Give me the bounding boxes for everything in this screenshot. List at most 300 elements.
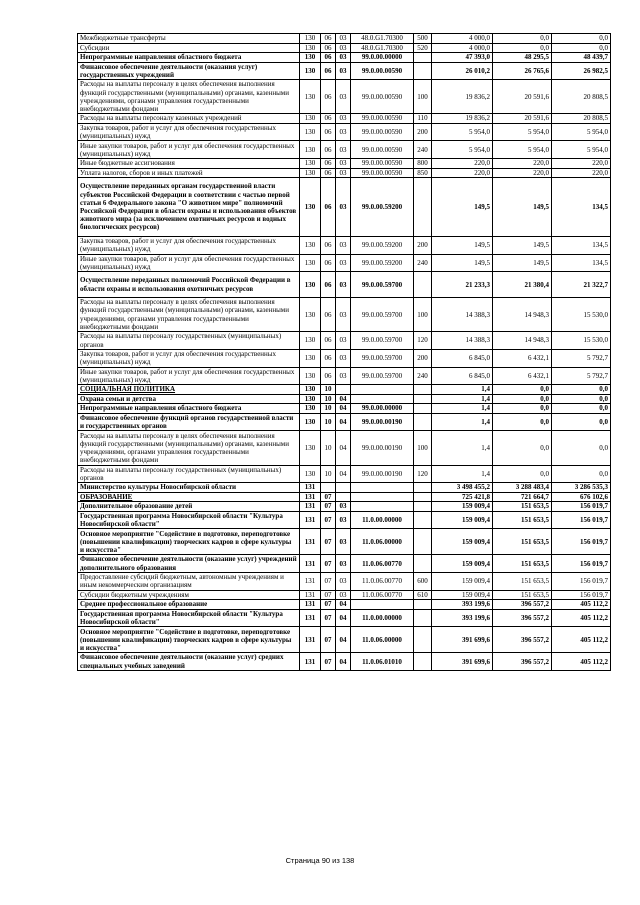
row-value-1: 159 009,4 <box>432 590 493 600</box>
row-value-1: 149,5 <box>432 178 493 237</box>
row-section-code: 06 <box>321 114 336 124</box>
row-value-2: 220,0 <box>493 159 552 169</box>
row-expense-type: 800 <box>414 159 432 169</box>
row-name: Государственная программа Новосибирской области "Культура Новосибирской области" <box>78 511 300 529</box>
row-name: ОБРАЗОВАНИЕ <box>78 492 300 502</box>
row-target-article: 99.0.00.59700 <box>351 272 414 298</box>
row-expense-type <box>414 492 432 502</box>
row-value-3: 676 102,6 <box>552 492 611 502</box>
row-value-2: 0,0 <box>493 385 552 395</box>
row-name: Межбюджетные трансферты <box>78 34 300 44</box>
row-target-article: 99.0.00.00190 <box>351 431 414 465</box>
row-value-1: 220,0 <box>432 168 493 178</box>
row-target-article <box>351 483 414 493</box>
row-value-1: 149,5 <box>432 254 493 272</box>
row-value-1: 1,4 <box>432 394 493 404</box>
row-value-2: 151 653,5 <box>493 555 552 573</box>
row-target-article: 48.0.G1.70300 <box>351 34 414 44</box>
row-target-article: 11.0.06.00000 <box>351 627 414 653</box>
row-ministry-code: 131 <box>300 483 321 493</box>
row-section-code: 06 <box>321 272 336 298</box>
row-target-article: 99.0.00.59200 <box>351 236 414 254</box>
row-name: Расходы на выплаты персоналу государственных (муниципальных) органов <box>78 465 300 483</box>
row-ministry-code: 131 <box>300 653 321 671</box>
row-value-2: 0,0 <box>493 413 552 431</box>
row-value-1: 6 845,0 <box>432 367 493 385</box>
table-row <box>78 349 611 367</box>
row-value-2: 721 664,7 <box>493 492 552 502</box>
row-subsection-code: 03 <box>336 168 351 178</box>
row-expense-type: 610 <box>414 590 432 600</box>
row-value-1: 391 699,6 <box>432 653 493 671</box>
row-section-code: 06 <box>321 178 336 237</box>
row-section-code: 07 <box>321 590 336 600</box>
table-row <box>78 159 611 169</box>
row-value-3: 156 019,7 <box>552 529 611 555</box>
table-row <box>78 123 611 141</box>
row-value-2: 3 288 483,4 <box>493 483 552 493</box>
row-section-code: 06 <box>321 53 336 63</box>
row-value-1: 159 009,4 <box>432 502 493 512</box>
row-value-3: 220,0 <box>552 159 611 169</box>
row-subsection-code: 04 <box>336 627 351 653</box>
row-section-code: 07 <box>321 627 336 653</box>
row-value-2: 0,0 <box>493 394 552 404</box>
row-section-code: 07 <box>321 653 336 671</box>
row-name: Государственная программа Новосибирской области "Культура Новосибирской области" <box>78 609 300 627</box>
row-name: СОЦИАЛЬНАЯ ПОЛИТИКА <box>78 385 300 395</box>
row-value-3: 0,0 <box>552 34 611 44</box>
row-value-2: 0,0 <box>493 465 552 483</box>
table-row <box>78 34 611 44</box>
row-ministry-code: 130 <box>300 394 321 404</box>
row-ministry-code: 130 <box>300 34 321 44</box>
row-subsection-code: 03 <box>336 555 351 573</box>
row-ministry-code: 130 <box>300 413 321 431</box>
row-value-3: 405 112,2 <box>552 609 611 627</box>
row-section-code: 06 <box>321 298 336 332</box>
row-expense-type: 100 <box>414 298 432 332</box>
row-value-1: 6 845,0 <box>432 349 493 367</box>
table-row <box>78 367 611 385</box>
row-name: Финансовое обеспечение деятельности (оказания услуг) государственных учреждений <box>78 62 300 80</box>
row-target-article: 99.0.00.59700 <box>351 367 414 385</box>
row-value-3: 3 286 535,3 <box>552 483 611 493</box>
row-value-1: 1,4 <box>432 385 493 395</box>
row-subsection-code: 03 <box>336 254 351 272</box>
row-ministry-code: 130 <box>300 80 321 114</box>
row-section-code <box>321 483 336 493</box>
row-subsection-code: 03 <box>336 349 351 367</box>
row-expense-type <box>414 600 432 610</box>
row-ministry-code: 130 <box>300 332 321 350</box>
row-ministry-code: 130 <box>300 159 321 169</box>
row-expense-type: 110 <box>414 114 432 124</box>
row-value-3: 5 954,0 <box>552 123 611 141</box>
row-section-code: 06 <box>321 62 336 80</box>
row-value-3: 15 530,0 <box>552 298 611 332</box>
row-subsection-code <box>336 483 351 493</box>
row-ministry-code: 131 <box>300 600 321 610</box>
row-target-article: 99.0.00.59200 <box>351 254 414 272</box>
table-row <box>78 43 611 53</box>
row-name: Охрана семьи и детства <box>78 394 300 404</box>
row-value-3: 20 808,5 <box>552 80 611 114</box>
row-name: Основное мероприятие "Содействие в подготовке, переподготовке (повышении квалификации) творческих кадров в сфере культуры и искусства" <box>78 529 300 555</box>
row-value-3: 15 530,0 <box>552 332 611 350</box>
row-expense-type: 100 <box>414 431 432 465</box>
page-footer: Страница 90 из 138 <box>285 856 355 865</box>
row-value-2: 21 380,4 <box>493 272 552 298</box>
row-ministry-code: 131 <box>300 511 321 529</box>
row-subsection-code: 03 <box>336 298 351 332</box>
row-subsection-code: 03 <box>336 178 351 237</box>
budget-table <box>77 33 611 671</box>
row-section-code: 10 <box>321 404 336 414</box>
row-subsection-code: 04 <box>336 431 351 465</box>
row-target-article: 99.0.00.00590 <box>351 168 414 178</box>
row-value-3: 220,0 <box>552 168 611 178</box>
row-expense-type: 200 <box>414 349 432 367</box>
row-name: Дополнительное образование детей <box>78 502 300 512</box>
row-value-2: 0,0 <box>493 34 552 44</box>
row-value-3: 134,5 <box>552 254 611 272</box>
row-value-1: 393 199,6 <box>432 609 493 627</box>
row-value-2: 396 557,2 <box>493 627 552 653</box>
row-value-2: 14 948,3 <box>493 332 552 350</box>
row-subsection-code: 03 <box>336 502 351 512</box>
row-name: Финансовое обеспечение деятельности (оказание услуг) учреждений дополнительного образования <box>78 555 300 573</box>
row-expense-type: 200 <box>414 236 432 254</box>
row-name: Расходы на выплаты персоналу казенных учреждений <box>78 114 300 124</box>
row-value-1: 3 498 455,2 <box>432 483 493 493</box>
row-name: Финансовое обеспечение деятельности (оказание услуг) средних специальных учебных заведений <box>78 653 300 671</box>
row-value-2: 220,0 <box>493 168 552 178</box>
row-ministry-code: 130 <box>300 43 321 53</box>
row-target-article: 11.0.06.00770 <box>351 590 414 600</box>
row-section-code: 06 <box>321 168 336 178</box>
row-ministry-code: 131 <box>300 555 321 573</box>
row-value-2: 149,5 <box>493 236 552 254</box>
row-name: Предоставление субсидий бюджетным, автономным учреждениям и иным некоммерческим организациям <box>78 573 300 591</box>
row-name: Субсидии бюджетным учреждениям <box>78 590 300 600</box>
row-section-code: 06 <box>321 43 336 53</box>
table-row <box>78 492 611 502</box>
row-target-article <box>351 502 414 512</box>
row-value-1: 19 836,2 <box>432 114 493 124</box>
table-row <box>78 413 611 431</box>
row-value-1: 1,4 <box>432 465 493 483</box>
row-ministry-code: 130 <box>300 298 321 332</box>
table-row <box>78 332 611 350</box>
row-value-3: 0,0 <box>552 385 611 395</box>
row-expense-type <box>414 529 432 555</box>
row-name: Осуществление переданных органам государственной власти субъектов Российской Федерации в соответствии с частью первой статьи 6 Федерального закона "О животном мире" полномочий Российской Федерации в области охраны и использования объектов животного мира (за исключением охотничьих ресурсов и водных биологических ресурсов) <box>78 178 300 237</box>
row-value-1: 21 233,3 <box>432 272 493 298</box>
row-value-2: 151 653,5 <box>493 502 552 512</box>
table-row <box>78 298 611 332</box>
row-target-article: 99.0.00.00590 <box>351 62 414 80</box>
row-ministry-code: 130 <box>300 141 321 159</box>
row-expense-type: 120 <box>414 465 432 483</box>
row-value-3: 156 019,7 <box>552 573 611 591</box>
row-name: Расходы на выплаты персоналу в целях обеспечения выполнения функций государственными (муниципальными) органами, казенными учреждениями, органами управления государственными внебюджетными фондами <box>78 431 300 465</box>
row-value-3: 405 112,2 <box>552 600 611 610</box>
row-expense-type <box>414 394 432 404</box>
row-section-code: 06 <box>321 80 336 114</box>
row-value-3: 156 019,7 <box>552 590 611 600</box>
row-target-article: 99.0.00.00590 <box>351 159 414 169</box>
row-name: Осуществление переданных полномочий Российской Федерации в области охраны и использования охотничьих ресурсов <box>78 272 300 298</box>
row-ministry-code: 130 <box>300 123 321 141</box>
row-subsection-code: 03 <box>336 114 351 124</box>
table-row <box>78 555 611 573</box>
row-value-2: 396 557,2 <box>493 609 552 627</box>
row-ministry-code: 130 <box>300 168 321 178</box>
table-row <box>78 80 611 114</box>
row-expense-type: 850 <box>414 168 432 178</box>
row-ministry-code: 131 <box>300 590 321 600</box>
row-value-1: 149,5 <box>432 236 493 254</box>
row-expense-type: 240 <box>414 141 432 159</box>
table-row <box>78 502 611 512</box>
row-expense-type <box>414 53 432 63</box>
row-value-2: 26 765,6 <box>493 62 552 80</box>
row-value-3: 0,0 <box>552 404 611 414</box>
row-value-3: 21 322,7 <box>552 272 611 298</box>
row-ministry-code: 130 <box>300 385 321 395</box>
row-section-code: 06 <box>321 332 336 350</box>
row-target-article: 99.0.00.00590 <box>351 123 414 141</box>
row-value-1: 4 000,0 <box>432 34 493 44</box>
row-subsection-code: 03 <box>336 43 351 53</box>
row-name: Иные бюджетные ассигнования <box>78 159 300 169</box>
row-expense-type: 520 <box>414 43 432 53</box>
row-section-code: 06 <box>321 123 336 141</box>
row-value-1: 159 009,4 <box>432 529 493 555</box>
row-target-article: 99.0.00.00190 <box>351 465 414 483</box>
row-section-code: 07 <box>321 502 336 512</box>
row-value-3: 405 112,2 <box>552 627 611 653</box>
row-value-1: 1,4 <box>432 431 493 465</box>
row-value-3: 0,0 <box>552 43 611 53</box>
row-name: Среднее профессиональное образование <box>78 600 300 610</box>
row-name: Расходы на выплаты персоналу в целях обеспечения выполнения функций государственными (муниципальными) органами, казенными учреждениями, органами управления государственными внебюджетными фондами <box>78 298 300 332</box>
row-value-2: 151 653,5 <box>493 590 552 600</box>
row-value-3: 20 808,5 <box>552 114 611 124</box>
row-value-1: 391 699,6 <box>432 627 493 653</box>
row-target-article <box>351 385 414 395</box>
row-section-code: 06 <box>321 34 336 44</box>
row-value-1: 14 388,3 <box>432 298 493 332</box>
table-row <box>78 236 611 254</box>
row-ministry-code: 130 <box>300 53 321 63</box>
row-value-2: 0,0 <box>493 43 552 53</box>
row-expense-type <box>414 483 432 493</box>
row-name: Закупка товаров, работ и услуг для обеспечения государственных (муниципальных) нужд <box>78 123 300 141</box>
row-subsection-code: 04 <box>336 394 351 404</box>
row-target-article: 11.0.00.00000 <box>351 609 414 627</box>
row-section-code: 10 <box>321 465 336 483</box>
row-value-1: 47 393,0 <box>432 53 493 63</box>
row-value-3: 0,0 <box>552 465 611 483</box>
row-subsection-code <box>336 385 351 395</box>
row-value-1: 26 010,2 <box>432 62 493 80</box>
row-value-2: 0,0 <box>493 431 552 465</box>
row-value-1: 5 954,0 <box>432 123 493 141</box>
row-ministry-code: 130 <box>300 404 321 414</box>
row-subsection-code: 03 <box>336 236 351 254</box>
row-expense-type <box>414 385 432 395</box>
row-section-code: 06 <box>321 367 336 385</box>
row-subsection-code: 03 <box>336 367 351 385</box>
row-subsection-code: 03 <box>336 573 351 591</box>
row-value-3: 0,0 <box>552 413 611 431</box>
row-expense-type <box>414 62 432 80</box>
row-value-2: 5 954,0 <box>493 141 552 159</box>
table-row <box>78 465 611 483</box>
row-expense-type: 240 <box>414 367 432 385</box>
row-subsection-code: 03 <box>336 141 351 159</box>
row-expense-type <box>414 404 432 414</box>
row-section-code: 06 <box>321 349 336 367</box>
row-subsection-code: 04 <box>336 653 351 671</box>
row-section-code: 10 <box>321 385 336 395</box>
row-ministry-code: 130 <box>300 114 321 124</box>
table-row <box>78 590 611 600</box>
row-value-1: 220,0 <box>432 159 493 169</box>
row-section-code: 07 <box>321 573 336 591</box>
row-target-article: 99.0.00.59700 <box>351 349 414 367</box>
table-row <box>78 609 611 627</box>
row-value-1: 14 388,3 <box>432 332 493 350</box>
table-row <box>78 600 611 610</box>
row-expense-type <box>414 653 432 671</box>
row-subsection-code: 04 <box>336 413 351 431</box>
row-ministry-code: 130 <box>300 236 321 254</box>
row-section-code: 07 <box>321 529 336 555</box>
row-subsection-code: 04 <box>336 404 351 414</box>
row-name: Министерство культуры Новосибирской области <box>78 483 300 493</box>
row-value-1: 1,4 <box>432 413 493 431</box>
row-ministry-code: 131 <box>300 609 321 627</box>
row-ministry-code: 130 <box>300 349 321 367</box>
row-value-2: 149,5 <box>493 254 552 272</box>
row-target-article: 99.0.00.59700 <box>351 332 414 350</box>
row-expense-type: 100 <box>414 80 432 114</box>
row-value-1: 159 009,4 <box>432 511 493 529</box>
row-value-2: 396 557,2 <box>493 600 552 610</box>
row-target-article: 99.0.00.00590 <box>351 114 414 124</box>
row-subsection-code <box>336 492 351 502</box>
row-expense-type <box>414 555 432 573</box>
row-expense-type <box>414 178 432 237</box>
row-ministry-code: 131 <box>300 627 321 653</box>
row-value-2: 6 432,1 <box>493 367 552 385</box>
row-name: Закупка товаров, работ и услуг для обеспечения государственных (муниципальных) нужд <box>78 236 300 254</box>
row-ministry-code: 131 <box>300 492 321 502</box>
row-target-article: 99.0.00.00000 <box>351 404 414 414</box>
row-value-3: 5 792,7 <box>552 367 611 385</box>
row-subsection-code: 04 <box>336 600 351 610</box>
row-value-2: 151 653,5 <box>493 529 552 555</box>
row-name: Субсидии <box>78 43 300 53</box>
row-subsection-code: 03 <box>336 53 351 63</box>
table-row <box>78 141 611 159</box>
table-row <box>78 627 611 653</box>
row-name: Непрограммные направления областного бюджета <box>78 53 300 63</box>
row-name: Закупка товаров, работ и услуг для обеспечения государственных (муниципальных) нужд <box>78 349 300 367</box>
row-value-1: 19 836,2 <box>432 80 493 114</box>
row-value-2: 151 653,5 <box>493 511 552 529</box>
row-ministry-code: 131 <box>300 573 321 591</box>
row-expense-type: 200 <box>414 123 432 141</box>
row-target-article: 11.0.06.01010 <box>351 653 414 671</box>
row-section-code: 07 <box>321 492 336 502</box>
row-name: Непрограммные направления областного бюджета <box>78 404 300 414</box>
row-target-article: 11.0.06.00000 <box>351 529 414 555</box>
row-ministry-code: 130 <box>300 178 321 237</box>
table-row <box>78 431 611 465</box>
row-value-3: 156 019,7 <box>552 555 611 573</box>
row-name: Финансовое обеспечение функций органов государственной власти и государственных органов <box>78 413 300 431</box>
table-row <box>78 168 611 178</box>
row-subsection-code: 03 <box>336 34 351 44</box>
row-target-article: 99.0.00.59700 <box>351 298 414 332</box>
row-section-code: 06 <box>321 236 336 254</box>
row-section-code: 10 <box>321 394 336 404</box>
row-subsection-code: 03 <box>336 529 351 555</box>
row-ministry-code: 130 <box>300 465 321 483</box>
row-subsection-code: 03 <box>336 159 351 169</box>
table-row <box>78 114 611 124</box>
row-value-3: 0,0 <box>552 394 611 404</box>
row-expense-type: 600 <box>414 573 432 591</box>
row-section-code: 06 <box>321 254 336 272</box>
row-value-1: 5 954,0 <box>432 141 493 159</box>
row-name: Уплата налогов, сборов и иных платежей <box>78 168 300 178</box>
row-subsection-code: 03 <box>336 272 351 298</box>
row-value-2: 149,5 <box>493 178 552 237</box>
row-value-3: 156 019,7 <box>552 502 611 512</box>
row-ministry-code: 131 <box>300 502 321 512</box>
row-section-code: 07 <box>321 609 336 627</box>
table-row <box>78 529 611 555</box>
table-row <box>78 483 611 493</box>
row-value-3: 48 439,7 <box>552 53 611 63</box>
row-expense-type <box>414 272 432 298</box>
row-name: Иные закупки товаров, работ и услуг для обеспечения государственных (муниципальных) нужд <box>78 141 300 159</box>
row-name: Иные закупки товаров, работ и услуг для обеспечения государственных (муниципальных) нужд <box>78 367 300 385</box>
row-value-1: 725 421,8 <box>432 492 493 502</box>
table-row <box>78 404 611 414</box>
row-ministry-code: 131 <box>300 529 321 555</box>
row-name: Расходы на выплаты персоналу в целях обеспечения выполнения функций государственными (муниципальными) органами, казенными учреждениями, органами управления государственными внебюджетными фондами <box>78 80 300 114</box>
table-row <box>78 653 611 671</box>
row-subsection-code: 03 <box>336 511 351 529</box>
table-row <box>78 385 611 395</box>
table-row <box>78 573 611 591</box>
row-target-article: 99.0.00.00590 <box>351 80 414 114</box>
table-row <box>78 62 611 80</box>
row-expense-type: 120 <box>414 332 432 350</box>
row-value-3: 5 954,0 <box>552 141 611 159</box>
row-name: Иные закупки товаров, работ и услуг для обеспечения государственных (муниципальных) нужд <box>78 254 300 272</box>
row-value-3: 405 112,2 <box>552 653 611 671</box>
row-section-code: 07 <box>321 511 336 529</box>
row-name: Расходы на выплаты персоналу государственных (муниципальных) органов <box>78 332 300 350</box>
row-expense-type: 500 <box>414 34 432 44</box>
